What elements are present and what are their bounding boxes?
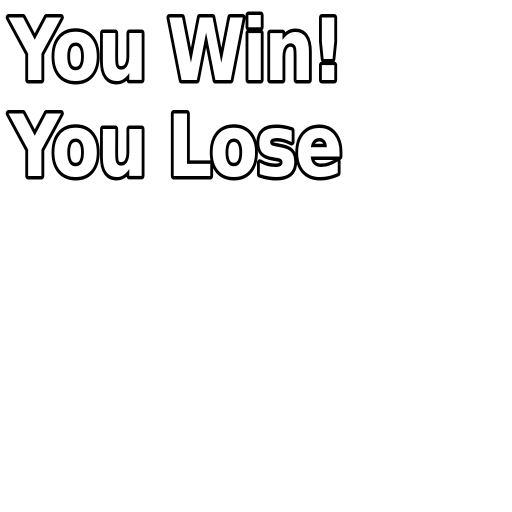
you-lose-label	[6, 96, 341, 197]
you-lose-text: You Lose	[9, 96, 341, 197]
you-win-text: You Win!	[9, 0, 342, 101]
you-win-label	[6, 0, 342, 101]
